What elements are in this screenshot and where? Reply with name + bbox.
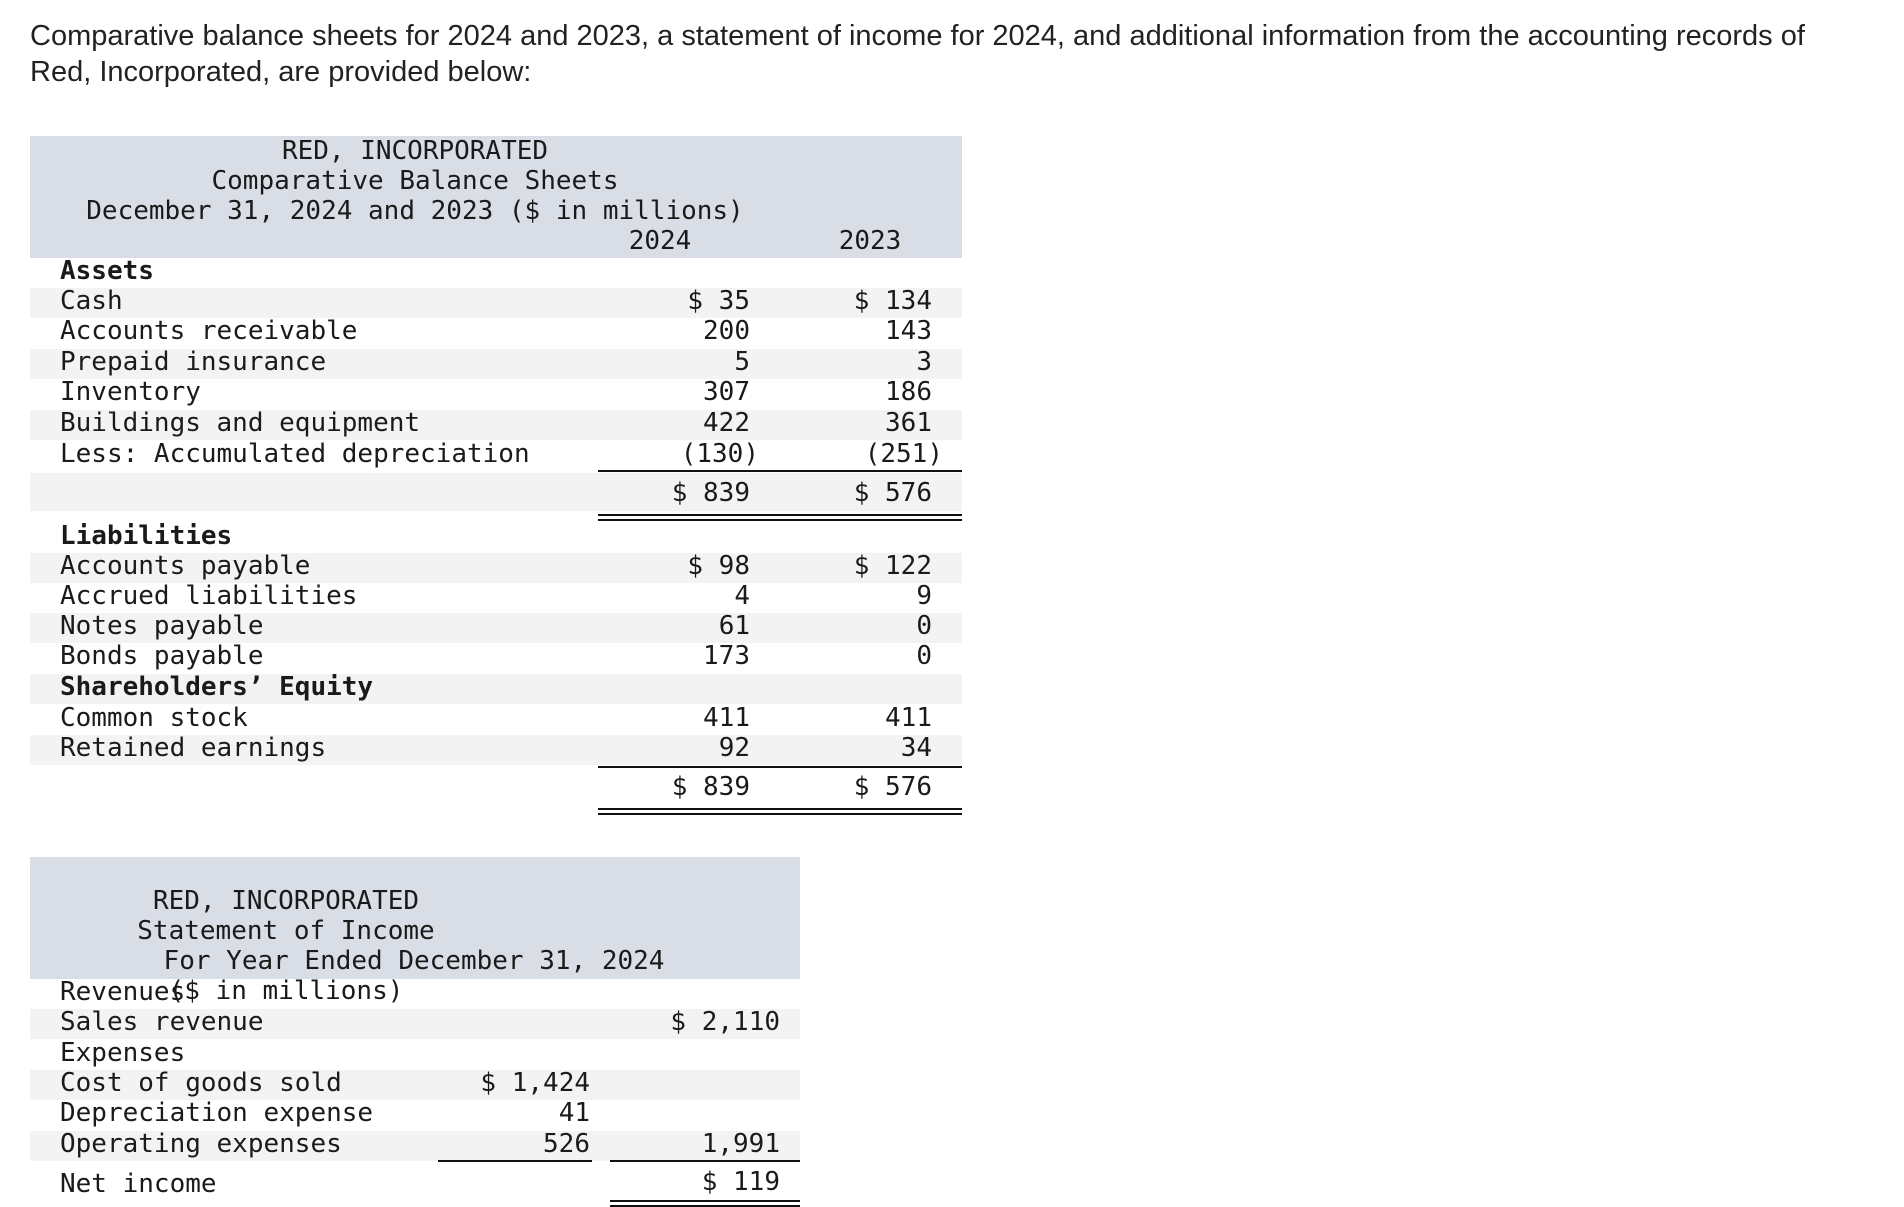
liabilities-heading: Liabilities	[60, 521, 233, 551]
col-2023-header: 2023	[838, 226, 902, 256]
expense-value: $ 1,424	[480, 1068, 590, 1098]
le-total-2024: $ 839	[671, 772, 750, 802]
asset-value-2024: 5	[734, 347, 750, 377]
expenses-total: 1,991	[701, 1129, 780, 1159]
expense-label: Operating expenses	[60, 1129, 342, 1159]
net-income-value: $ 119	[701, 1167, 780, 1197]
asset-label: Cash	[60, 286, 123, 316]
subtotal-rule	[780, 766, 962, 768]
subtotal-rule	[598, 470, 780, 472]
subtotal-rule	[438, 1160, 592, 1162]
equity-value-2023: 411	[885, 703, 932, 733]
sales-revenue-value: $ 2,110	[670, 1007, 780, 1037]
liability-label: Bonds payable	[60, 641, 264, 671]
bs-title: Comparative Balance Sheets	[211, 166, 619, 196]
asset-label: Inventory	[60, 377, 201, 407]
asset-value-2023: 143	[885, 316, 932, 346]
equity-value-2024: 411	[703, 703, 750, 733]
asset-value-2023: 3	[916, 347, 932, 377]
liability-value-2024: 4	[734, 581, 750, 611]
expense-value: 526	[543, 1129, 590, 1159]
assets-heading: Assets	[60, 256, 154, 286]
liability-value-2023: 0	[916, 641, 932, 671]
total-double-rule	[610, 1200, 800, 1207]
equity-value-2024: 92	[718, 733, 750, 763]
total-double-rule	[780, 808, 962, 815]
assets-total-2023: $ 576	[853, 478, 932, 508]
bs-company: RED, INCORPORATED	[281, 136, 549, 166]
asset-label: Buildings and equipment	[60, 408, 421, 438]
expense-label: Cost of goods sold	[60, 1068, 342, 1098]
subtotal-rule	[598, 766, 780, 768]
asset-label: Less: Accumulated depreciation	[60, 439, 530, 469]
total-double-rule	[598, 514, 780, 521]
is-subtitle: For Year Ended December 31, 2024	[163, 946, 665, 976]
expense-label: Depreciation expense	[60, 1098, 374, 1128]
asset-value-2024: (130)	[680, 439, 759, 469]
net-income-label: Net income	[60, 1169, 217, 1199]
total-double-rule	[598, 808, 780, 815]
asset-value-2023: 361	[885, 408, 932, 438]
assets-total-2024: $ 839	[671, 478, 750, 508]
asset-value-2024: 200	[703, 316, 750, 346]
subtotal-rule	[780, 470, 962, 472]
equity-value-2023: 34	[900, 733, 932, 763]
liability-label: Accounts payable	[60, 551, 311, 581]
is-company: RED, INCORPORATED	[152, 886, 420, 916]
revenues-heading: Revenues	[60, 977, 186, 1007]
asset-value-2023: 186	[885, 377, 932, 407]
is-units: ($ in millions)	[168, 976, 404, 1006]
liability-value-2023: $ 122	[853, 551, 932, 581]
sales-revenue-label: Sales revenue	[60, 1007, 264, 1037]
asset-value-2023: (251)	[864, 439, 943, 469]
asset-label: Prepaid insurance	[60, 347, 327, 377]
asset-value-2024: 422	[703, 408, 750, 438]
liability-label: Notes payable	[60, 611, 264, 641]
asset-value-2023: $ 134	[853, 286, 932, 316]
liability-value-2023: 0	[916, 611, 932, 641]
le-total-2023: $ 576	[853, 772, 932, 802]
liability-value-2024: 61	[718, 611, 750, 641]
intro-text: Comparative balance sheets for 2024 and 2023, a statement of income for 2024, and additional information from the accounting records of Red, Incorporated, are provided below:	[30, 20, 1805, 88]
total-double-rule	[780, 514, 962, 521]
equity-label: Retained earnings	[60, 733, 327, 763]
equity-label: Common stock	[60, 703, 248, 733]
liability-value-2023: 9	[916, 581, 932, 611]
col-2024-header: 2024	[628, 226, 692, 256]
asset-label: Accounts receivable	[60, 316, 358, 346]
asset-value-2024: $ 35	[687, 286, 750, 316]
liability-value-2024: 173	[703, 641, 750, 671]
is-title: Statement of Income	[137, 916, 435, 946]
liability-value-2024: $ 98	[687, 551, 750, 581]
liability-label: Accrued liabilities	[60, 581, 358, 611]
expense-value: 41	[558, 1098, 590, 1128]
asset-value-2024: 307	[703, 377, 750, 407]
expenses-heading: Expenses	[60, 1038, 186, 1068]
bs-subtitle: December 31, 2024 and 2023 ($ in millions)	[86, 196, 744, 226]
subtotal-rule	[610, 1160, 800, 1162]
equity-heading: Shareholders’ Equity	[60, 672, 374, 702]
